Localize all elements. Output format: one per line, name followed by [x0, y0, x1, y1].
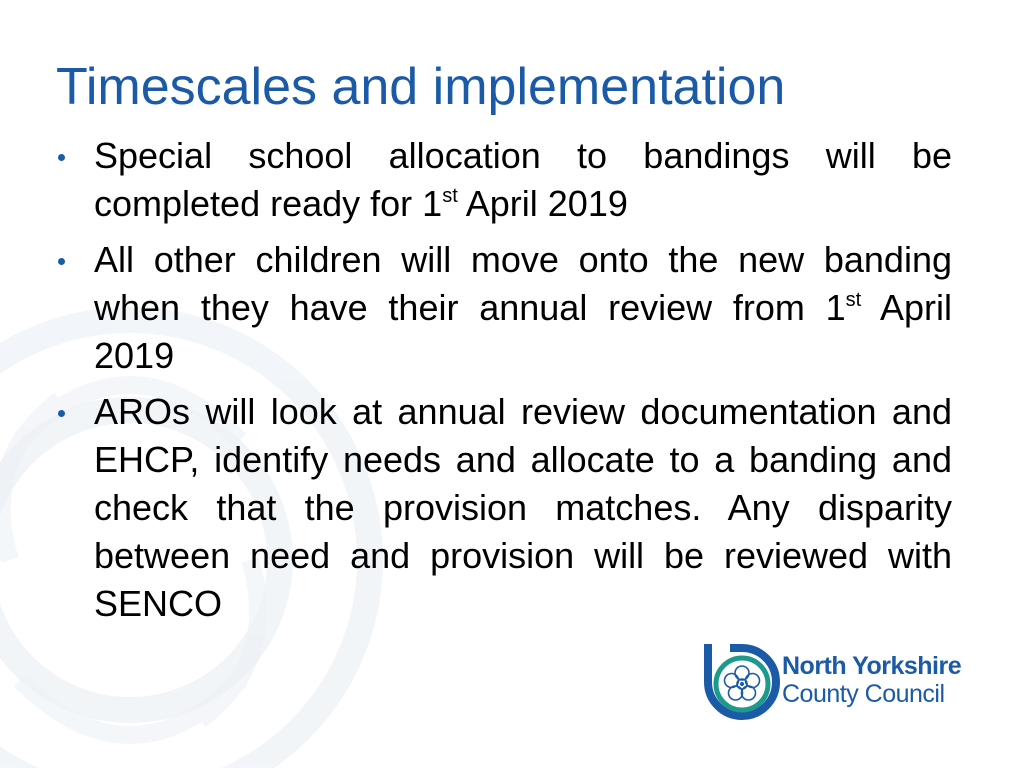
logo-wordmark	[782, 652, 961, 708]
bullet-text-end: April 2019	[457, 183, 628, 224]
bullet-text: AROs will look at annual review documentation and EHCP, identify needs and allocate to a banding and check that the provision matches. Any disparity between need and provision will be reviewed with SENCO	[94, 391, 952, 624]
bullet-item	[52, 388, 952, 628]
bullet-item	[52, 236, 952, 380]
council-logo	[700, 640, 990, 724]
bullet-list	[52, 132, 952, 636]
bullet-superscript: st	[845, 289, 862, 311]
bullet-text-end: April 2019	[94, 287, 952, 376]
yorkshire-rose-icon	[700, 640, 780, 724]
bullet-dot-icon	[58, 258, 65, 265]
logo-line-1: North Yorkshire	[782, 652, 962, 680]
bullet-text: Special school allocation to bandings will be completed ready for 1	[94, 135, 952, 224]
bullet-item	[52, 132, 952, 228]
logo-line-2: County Council	[782, 680, 945, 708]
bullet-text: All other children will move onto the new banding when they have their annual review from 1	[94, 239, 952, 328]
slide-title: Timescales and implementation	[56, 58, 786, 116]
bullet-superscript: st	[442, 185, 458, 207]
bullet-dot-icon	[58, 410, 65, 417]
bullet-dot-icon	[58, 154, 65, 161]
